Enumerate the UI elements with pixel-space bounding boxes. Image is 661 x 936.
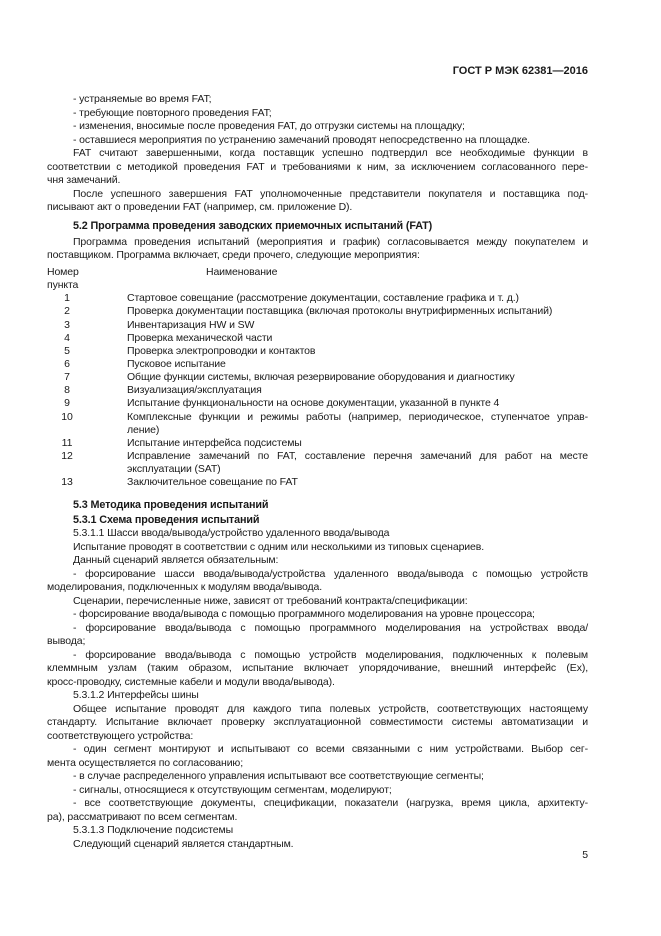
- table-row: [47, 476, 588, 489]
- list-item: - устраняемые во время FAT;: [73, 93, 212, 105]
- list-item: - один сегмент монтируют и испытывают со всеми связанными с ним устройствами. Выбор сег-: [73, 743, 588, 756]
- table-row: [47, 450, 588, 463]
- row-number: 6: [64, 357, 70, 370]
- row-number: 12: [61, 449, 73, 462]
- list-item: ра), рассматривают по всем сегментам.: [47, 810, 238, 823]
- paragraph-line: После успешного завершения FAT уполномоченные представители покупателя и поставщика под-: [73, 187, 588, 200]
- paragraph-line: FAT считают завершенными, когда поставщик успешно подтвердил все необходимые функции в: [73, 147, 588, 159]
- page-number: 5: [582, 849, 588, 861]
- document-body: [47, 93, 588, 851]
- row-number: 7: [64, 371, 70, 384]
- paragraph-line: стандарту. Испытание включает проверку эксплуатационной совместимости системы автоматизации и: [47, 716, 588, 729]
- row-number: [47, 463, 87, 476]
- table-row: [47, 463, 588, 476]
- list-item: - сигналы, относящиеся к отсутствующим сегментам, моделируют;: [73, 783, 392, 796]
- table-row: [47, 358, 588, 371]
- list-item: - изменения, вносимые после проведения FAT, до отгрузки системы на площадку;: [73, 120, 465, 132]
- paragraph-line: Данный сценарий является обязательным:: [73, 554, 279, 567]
- paragraph-line: - форсирование шасси ввода/вывода/устройства удаленного ввода/вывода с помощью устройств: [73, 567, 588, 580]
- table-row: [47, 345, 588, 358]
- paragraph-line: Программа проведения испытаний (мероприятия и график) согласовывается между покупателем и: [73, 235, 588, 248]
- table-row: [47, 384, 588, 397]
- paragraph-line: Сценарии, перечисленные ниже, зависят от требований контракта/спецификации:: [73, 594, 468, 607]
- list-item: - все соответствующие документы, спецификации, показатели (нагрузка, время цикла, архитекту-: [73, 797, 588, 810]
- paragraph-line: поставщиком. Программа включает, среди прочего, следующие мероприятия:: [47, 249, 420, 261]
- table-row: [47, 397, 588, 410]
- list-item: вывода;: [47, 635, 86, 648]
- table-row: [47, 411, 588, 424]
- table-row: [47, 319, 588, 332]
- paragraph-line: Испытание проводят в соответствии с одним или несколькими из типовых сценариев.: [73, 540, 485, 553]
- row-number: 5: [64, 344, 70, 357]
- list-item: - оставшиеся мероприятия по устранению замечаний проводят непосредственно на площадке.: [73, 133, 530, 146]
- document-header: ГОСТ Р МЭК 62381—2016: [452, 65, 588, 77]
- paragraph-line: моделирования, подключенных к модулям ввода/вывода.: [47, 581, 323, 594]
- row-name: Испытание интерфейса подсистемы: [127, 436, 302, 449]
- list-item: - требующие повторного проведения FAT;: [73, 106, 272, 119]
- row-name: Визуализация/эксплуатация: [127, 384, 262, 397]
- row-number: 2: [64, 305, 70, 318]
- row-name: Комплексные функции и режимы работы (например, периодическое, ступенчатое управ-: [127, 410, 588, 423]
- column-header-number: Номер: [47, 266, 79, 278]
- paragraph-line: писывают акт о проведении FAT (например, см. приложение D).: [47, 201, 353, 213]
- row-name: Испытание функциональности на основе документации, указанной в пункте 4: [127, 397, 500, 410]
- list-item: - форсирование ввода/вывода с помощью программного моделирования на устройствах ввода/: [73, 621, 588, 634]
- row-number: 11: [61, 436, 73, 449]
- row-name: Проверка механической части: [127, 331, 273, 344]
- row-number: 3: [64, 318, 70, 331]
- list-item: - в случае распределенного управления испытывают все соответствующие сегменты;: [73, 770, 484, 783]
- row-name: Пусковое испытание: [127, 357, 226, 370]
- row-name: Заключительное совещание по FAT: [127, 476, 298, 489]
- list-item: - форсирование ввода/вывода с помощью устройств моделирования, подключенных к полевым: [73, 648, 588, 661]
- list-item: клеммным узлам (таким образом, испытание включает упорядочивание, внешний интерфейс (Ex),: [47, 662, 588, 675]
- row-name: Проверка документации поставщика (включая протоколы внутрифирменных испытаний): [127, 305, 553, 318]
- row-number: 13: [61, 476, 73, 489]
- paragraph-line: Следующий сценарий является стандартным.: [73, 837, 294, 850]
- row-name: Стартовое совещание (рассмотрение документации, составление графика и т. д.): [127, 292, 519, 305]
- table-row: [47, 371, 588, 384]
- row-number: 8: [64, 384, 70, 397]
- list-item: - форсирование ввода/вывода с помощью программного моделирования на уровне процессора;: [73, 608, 535, 621]
- row-name: Инвентаризация HW и SW: [127, 318, 255, 331]
- table-header-row: [47, 279, 588, 292]
- row-name: Общие функции системы, включая резервирование оборудования и диагностику: [127, 371, 515, 384]
- table-row: [47, 332, 588, 345]
- section-heading-5-3: 5.3 Методика проведения испытаний: [73, 498, 269, 511]
- table-row: [47, 292, 588, 305]
- subsection-heading: 5.3.1.2 Интерфейсы шины: [73, 689, 199, 702]
- program-table: [47, 266, 588, 489]
- table-row: [47, 305, 588, 318]
- subsection-heading: 5.3.1.3 Подключение подсистемы: [73, 824, 234, 837]
- section-heading-5-2: 5.2 Программа проведения заводских приемочных испытаний (FAT): [73, 219, 433, 232]
- row-number: 10: [61, 410, 73, 423]
- list-item: мента осуществляется по согласованию;: [47, 756, 243, 769]
- column-header-name: Наименование: [206, 266, 278, 278]
- column-header-number-cont: пункта: [47, 279, 79, 292]
- paragraph-line: соответствующего устройства:: [47, 729, 194, 742]
- row-number: [47, 424, 87, 437]
- row-name: ление): [127, 423, 160, 436]
- subsection-heading: 5.3.1.1 Шасси ввода/вывода/устройство удаленного ввода/вывода: [73, 527, 390, 540]
- table-header-row: [47, 266, 588, 279]
- row-number: 9: [64, 397, 70, 410]
- row-name: Проверка электропроводки и контактов: [127, 344, 316, 357]
- row-name: Исправление замечаний по FAT, составление перечня замечаний для работ на месте: [127, 449, 588, 462]
- paragraph-line: Общее испытание проводят для каждого типа полевых устройств, соответствующих настоящему: [73, 702, 588, 715]
- row-name: эксплуатации (SAT): [127, 463, 221, 476]
- paragraph-line: чня замечаний.: [47, 174, 121, 186]
- table-row: [47, 437, 588, 450]
- list-item: кросс-проводку, системные кабели и модули ввода/вывода).: [47, 675, 335, 688]
- table-row: [47, 424, 588, 437]
- row-number: 1: [64, 292, 70, 305]
- section-heading-5-3-1: 5.3.1 Схема проведения испытаний: [73, 513, 260, 526]
- paragraph-line: соответствии с методикой проведения FAT и требованиями к ним, за исключением согласованного пере-: [47, 160, 588, 173]
- row-number: 4: [64, 331, 70, 344]
